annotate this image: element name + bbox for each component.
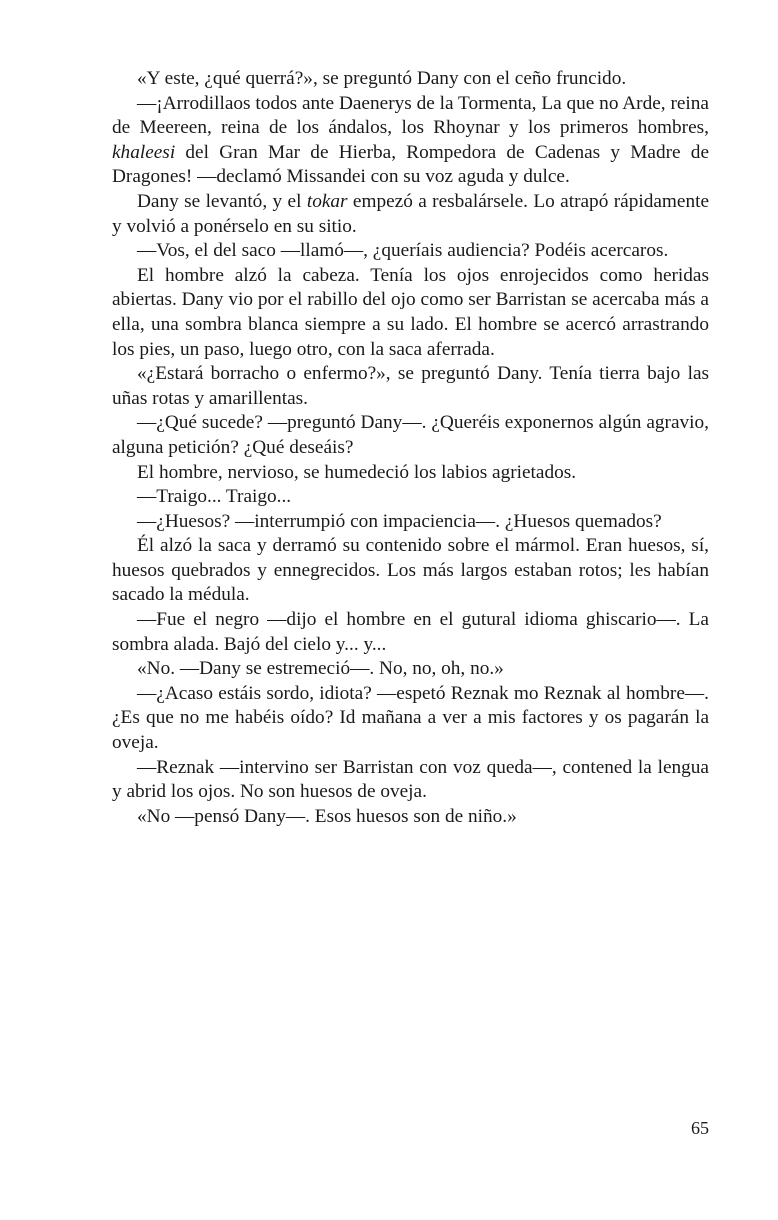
text-run: El hombre, nervioso, se humedeció los labios agrietados. <box>137 461 577 483</box>
text-run: —Reznak —intervino ser Barristan con voz queda—, contened la lengua y abrid los ojos. No son huesos de oveja. <box>112 756 709 803</box>
paragraph-9 <box>112 485 709 510</box>
italic-word-khaleesi: khaleesi <box>112 141 176 163</box>
text-run: —Traigo... Traigo... <box>137 486 292 508</box>
text-run: El hombre alzó la cabeza. Tenía los ojos enrojecidos como heridas abiertas. Dany vio por el rabillo del ojo como ser Barristan se acercaba más a ella, una sombra blanca siempre a su lado. El hombre se acercó arrastrando los pies, un paso, luego otro, con la saca aferrada. <box>112 264 709 360</box>
paragraph-14 <box>112 682 709 756</box>
paragraph-5 <box>112 264 709 362</box>
text-run: —¿Acaso estáis sordo, idiota? —espetó Reznak mo Reznak al hombre—. ¿Es que no me habéis oído? Id mañana a ver a mis factores y os pagarán la oveja. <box>112 682 709 754</box>
paragraph-1 <box>112 67 709 92</box>
text-run: —¿Qué sucede? —preguntó Dany—. ¿Queréis exponernos algún agravio, alguna petición? ¿Qué deseáis? <box>112 412 709 458</box>
italic-word-tokar: tokar <box>306 190 348 212</box>
paragraph-2 <box>112 92 709 190</box>
text-run: «Y este, ¿qué querrá?», se preguntó Dany con el ceño fruncido. <box>137 68 627 89</box>
book-page-text <box>112 67 709 829</box>
text-run: empezó a resbalársele. Lo atrapó rápidamente y volvió a ponérselo en su sitio. <box>112 190 710 237</box>
paragraph-11 <box>112 534 709 608</box>
paragraph-6 <box>112 362 709 411</box>
text-run: «No. —Dany se estremeció—. No, no, oh, no.» <box>137 658 504 680</box>
paragraph-16 <box>112 805 709 830</box>
paragraph-8 <box>112 461 709 486</box>
text-run: Él alzó la saca y derramó su contenido sobre el mármol. Eran huesos, sí, huesos quebrados y ennegrecidos. Los más largos estaban rotos; les habían sacado la médula. <box>112 535 709 606</box>
paragraph-15 <box>112 756 709 805</box>
text-run: —Vos, el del saco —llamó—, ¿queríais audiencia? Podéis acercaros. <box>137 240 669 262</box>
text-run: —Fue el negro —dijo el hombre en el gutural idioma ghiscario—. La sombra alada. Bajó del cielo y... y... <box>112 609 709 655</box>
paragraph-12 <box>112 608 709 657</box>
text-run: Dany se levantó, y el <box>137 190 307 212</box>
paragraph-13 <box>112 657 709 682</box>
paragraph-7 <box>112 411 709 460</box>
text-run: del Gran Mar de Hierba, Rompedora de Cadenas y Madre de Dragones! —declamó Missandei con su voz aguda y dulce. <box>112 141 709 188</box>
paragraph-4 <box>112 239 709 264</box>
paragraph-3 <box>112 190 709 239</box>
text-run: —¡Arrodillaos todos ante Daenerys de la Tormenta, La que no Arde, reina de Meereen, reina de los ándalos, los Rhoynar y los primeros hombres, <box>112 92 709 139</box>
text-run: «No —pensó Dany—. Esos huesos son de niño.» <box>137 805 517 827</box>
page-number: 65 <box>691 1118 709 1138</box>
text-run: «¿Estará borracho o enfermo?», se preguntó Dany. Tenía tierra bajo las uñas rotas y amarillentas. <box>112 363 709 409</box>
paragraph-10 <box>112 510 709 535</box>
text-run: —¿Huesos? —interrumpió con impaciencia—. ¿Huesos quemados? <box>137 510 662 532</box>
